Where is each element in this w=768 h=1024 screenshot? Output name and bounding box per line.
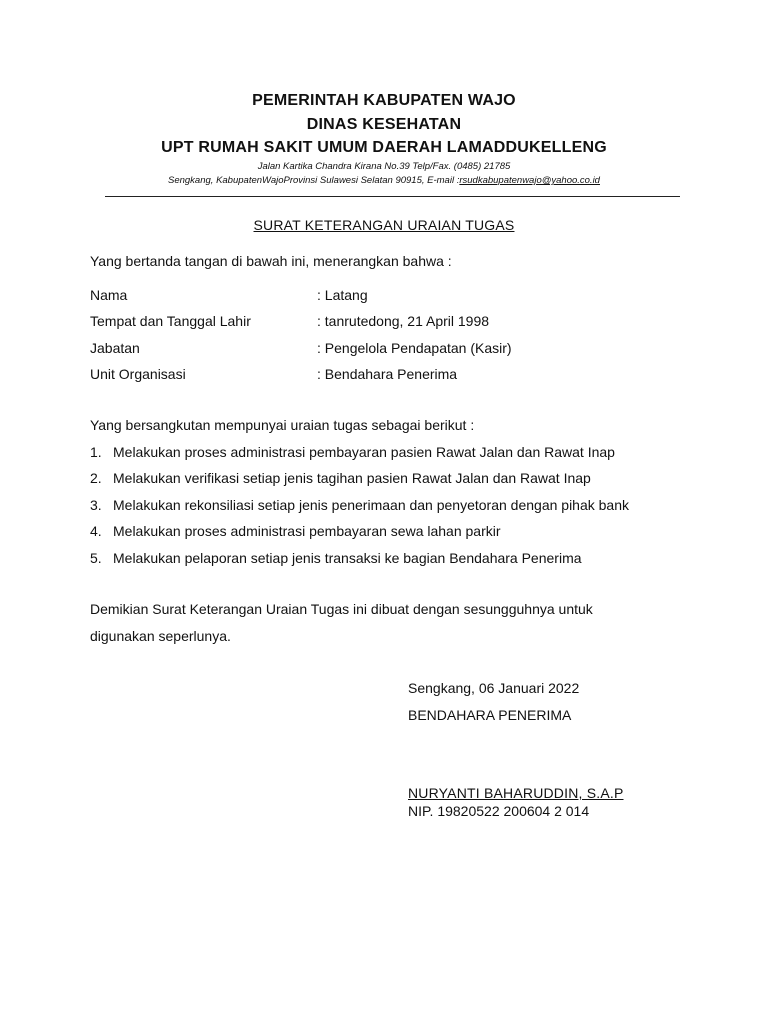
address-prefix: Sengkang, KabupatenWajoProvinsi Sulawesi Selatan 90915, E-mail : — [168, 175, 460, 186]
letterhead-hospital: UPT RUMAH SAKIT UMUM DAERAH LAMADDUKELLENG — [161, 139, 607, 156]
identity-label-name: Nama — [90, 287, 128, 303]
task-text: Melakukan pelaporan setiap jenis transaksi ke bagian Bendahara Penerima — [113, 550, 582, 566]
identity-value-birth: : tanrutedong, 21 April 1998 — [317, 313, 490, 329]
letterhead-address: Jalan Kartika Chandra Kirana No.39 Telp/Fax. (0485) 21785 — [257, 161, 511, 172]
signatory-name: NURYANTI BAHARUDDIN, S.A.P — [408, 785, 624, 801]
task-item — [90, 497, 629, 513]
letterhead-divider — [105, 196, 680, 197]
task-text: Melakukan proses administrasi pembayaran pasien Rawat Jalan dan Rawat Inap — [113, 444, 615, 460]
task-text: Melakukan proses administrasi pembayaran sewa lahan parkir — [113, 523, 501, 539]
identity-value-name: : Latang — [317, 287, 368, 303]
identity-label-position: Jabatan — [90, 340, 140, 356]
signature-position: BENDAHARA PENERIMA — [408, 707, 572, 723]
task-number: 4. — [90, 523, 102, 539]
task-item — [90, 444, 615, 460]
identity-label-unit: Unit Organisasi — [90, 366, 186, 382]
closing-paragraph-end: digunakan seperlunya. — [90, 628, 231, 644]
identity-value-position: : Pengelola Pendapatan (Kasir) — [317, 340, 512, 356]
letterhead-department: DINAS KESEHATAN — [306, 116, 462, 133]
task-number: 1. — [90, 444, 102, 460]
intro-paragraph: Yang bertanda tangan di bawah ini, menerangkan bahwa : — [90, 253, 452, 269]
document-title: SURAT KETERANGAN URAIAN TUGAS — [253, 217, 515, 233]
closing-paragraph: Demikian Surat Keterangan Uraian Tugas ini dibuat dengan sesungguhnya untuk — [90, 601, 593, 617]
task-text: Melakukan rekonsiliasi setiap jenis penerimaan dan penyetoran dengan pihak bank — [113, 497, 630, 513]
letterhead-address-contact — [0, 175, 768, 186]
task-number: 5. — [90, 550, 102, 566]
task-item — [90, 523, 501, 539]
task-item — [90, 470, 591, 486]
task-item — [90, 550, 582, 566]
task-number: 3. — [90, 497, 102, 513]
signature-place-date: Sengkang, 06 Januari 2022 — [408, 680, 580, 696]
identity-label-birth: Tempat dan Tanggal Lahir — [90, 313, 251, 329]
letterhead-government: PEMERINTAH KABUPATEN WAJO — [252, 92, 516, 109]
signatory-nip: NIP. 19820522 200604 2 014 — [408, 803, 590, 819]
task-text: Melakukan verifikasi setiap jenis tagihan pasien Rawat Jalan dan Rawat Inap — [113, 470, 591, 486]
tasks-intro: Yang bersangkutan mempunyai uraian tugas sebagai berikut : — [90, 417, 475, 433]
email-link[interactable]: rsudkabupatenwajo@yahoo.co.id — [459, 175, 600, 186]
identity-value-unit: : Bendahara Penerima — [317, 366, 458, 382]
task-number: 2. — [90, 470, 102, 486]
